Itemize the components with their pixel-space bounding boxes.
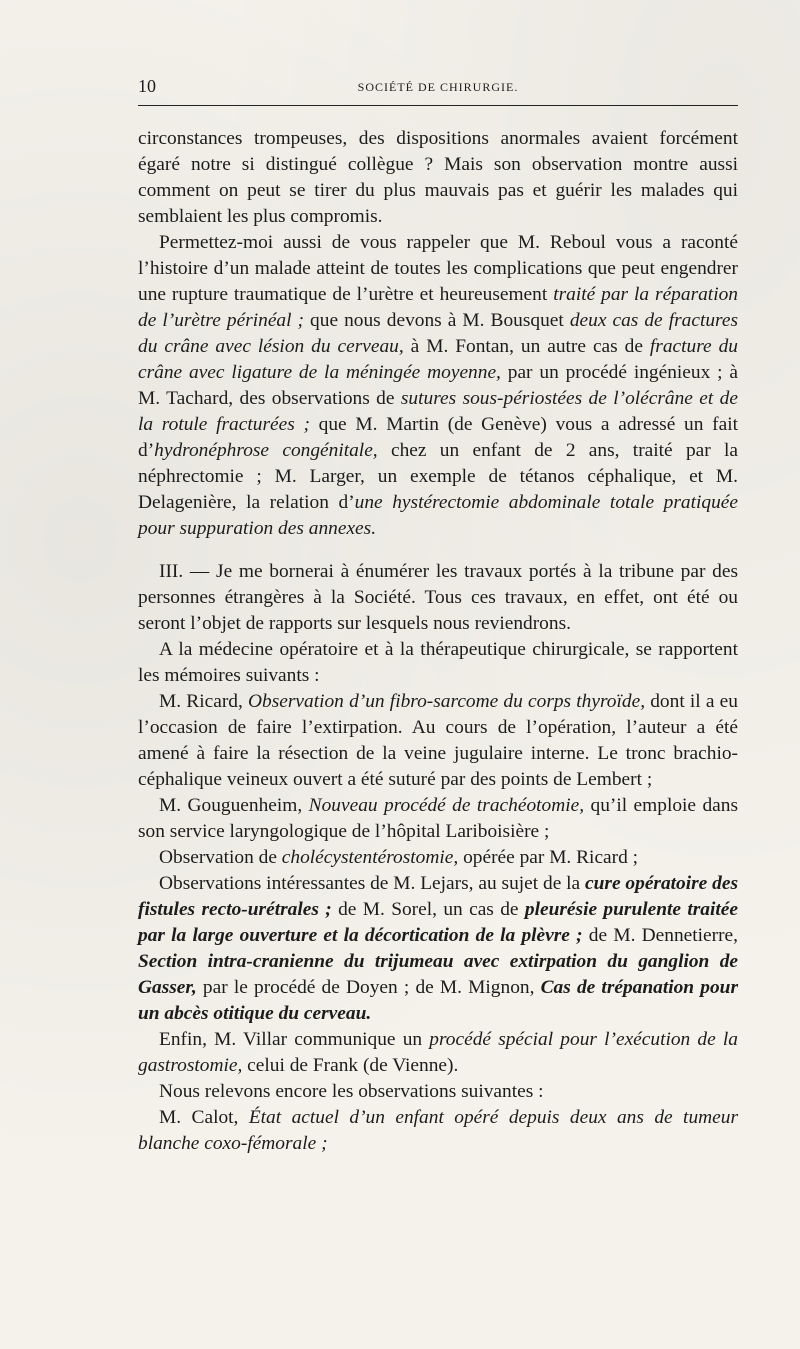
text-run: circonstances trompeuses, des dispositions anormales avaient forcément égaré notre si distingué collègue ? Mais son observation montre aussi comment on peut se tirer du plus mauvais pas et guérir les malades qui semblaient les plus compromis. [138, 128, 738, 227]
text-run: Enfin, M. Villar communique un [159, 1029, 430, 1050]
paragraph-5 [138, 689, 738, 793]
paragraph-10 [138, 1079, 738, 1105]
text-run: que M. Martin (de Genève) vous a adressé un fait [309, 414, 738, 435]
text-run: Nous relevons encore les observations suivantes : [159, 1081, 544, 1102]
italic-title: sutures sous-périostées de l’olécrâne et de la rotule fracturées ; [138, 388, 738, 435]
text-run: de M. Sorel, un cas de [331, 899, 525, 920]
paragraph-11 [138, 1105, 738, 1157]
paragraph-4 [138, 637, 738, 689]
text-run: à M. Fontan, un autre cas de [403, 336, 650, 357]
text-run: A la médecine opératoire et à la thérapeutique chirurgicale, se rapportent les mémoires suivants : [138, 639, 738, 686]
text-run: Permettez-moi aussi de vous rappeler que M. Reboul vous a raconté l’histoire d’un malade atteint de toutes les complications que peut engendrer une rupture traumatique de l’urètre et heureusement [138, 232, 738, 305]
text-run: de M. Dennetierre, [582, 925, 738, 946]
italic-title: hydronéphrose congénitale, [154, 440, 378, 461]
text-run: qu’il emploie dans son service laryngologique de l’hôpital Lariboisière ; [138, 795, 738, 842]
paragraph-2 [138, 230, 738, 542]
paragraph-1 [138, 126, 738, 230]
italic-title: Section intra-cranienne du trijumeau avec extirpation du ganglion de Gasser, [138, 951, 738, 998]
text-run: par le procédé de Doyen ; de M. Mignon, [196, 977, 541, 998]
text-run: III. — Je me bornerai à énumérer les travaux portés à la tribune par des personnes étrangères à la Société. Tous ces travaux, en effet, ont été ou seront l’objet de rapports sur lesquels nous reviendrons. [138, 561, 738, 634]
italic-title: cholécystentérostomie, [281, 847, 459, 868]
text-run: Observation de [159, 847, 282, 868]
page-header [138, 76, 738, 100]
italic-title: cure opératoire des fistules recto-urétrales ; [138, 873, 738, 920]
running-head: SOCIÉTÉ DE CHIRURGIE. [357, 80, 519, 94]
text-run: M. Ricard, [159, 691, 249, 712]
text-run: M. Calot, [159, 1107, 249, 1128]
italic-title: traité par la réparation de l’urètre périnéal ; [138, 284, 738, 331]
header-rule [138, 105, 738, 106]
italic-title: pleurésie purulente traitée par la large ouverture et la décortication de la plèvre ; [138, 899, 738, 946]
paragraph-7 [138, 845, 738, 871]
italic-title: Cas de trépanation pour un abcès otitique du cerveau. [138, 977, 738, 1024]
text-run: d’ [138, 440, 155, 461]
text-run: dont il a eu l’occasion de faire l’extirpation. Au cours de l’opération, l’auteur a été amené à faire la résection de la veine jugulaire interne. Le tronc brachio-céphalique veineux ouvert a été suturé par des points de Lembert ; [138, 691, 738, 790]
text-run: que nous devons à M. Bousquet [304, 310, 570, 331]
paragraph-9 [138, 1027, 738, 1079]
italic-title: deux cas de fractures du crâne avec lésion du cerveau, [138, 310, 739, 357]
paragraph-8 [138, 871, 738, 1027]
italic-title: procédé spécial pour l’exécution de la gastrostomie, [138, 1029, 738, 1076]
italic-title: fracture du crâne avec ligature de la méningée moyenne, [138, 336, 738, 383]
italic-title: une hystérectomie abdominale totale pratiquée pour suppuration des annexes. [138, 492, 738, 539]
italic-title: Nouveau procédé de trachéotomie, [308, 795, 585, 816]
text-run: d’ [338, 492, 355, 513]
text-run: celui de Frank (de Vienne). [242, 1055, 459, 1076]
paragraph-6 [138, 793, 738, 845]
text-run: Observations intéressantes de M. Lejars, au sujet de la [159, 873, 586, 894]
text-run: M. Gouguenheim, [159, 795, 309, 816]
body-text [138, 126, 738, 1157]
italic-title: État actuel d’un enfant opéré depuis deux ans de tumeur blanche coxo-fémorale ; [138, 1107, 738, 1154]
page-number: 10 [138, 76, 156, 96]
text-run: opérée par M. Ricard ; [458, 847, 639, 868]
paragraph-3-section-iii [138, 559, 738, 637]
text-run: chez un enfant de 2 ans, traité par la néphrectomie ; M. Larger, un exemple de tétanos céphalique, et M. Delagenière, la relation [138, 440, 738, 513]
italic-title: Observation d’un fibro-sarcome du corps thyroïde, [248, 691, 646, 712]
text-run: par un procédé ingénieux ; à M. Tachard, des observations de [138, 362, 738, 409]
